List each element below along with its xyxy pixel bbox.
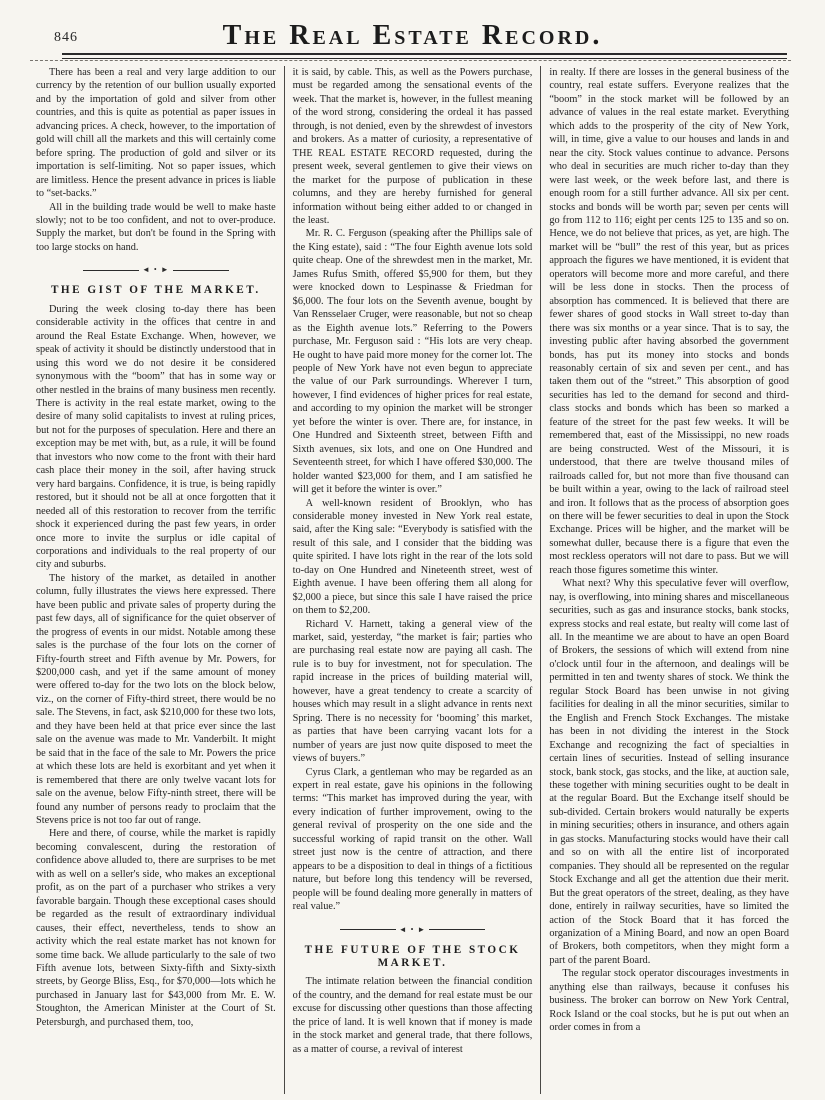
divider-line: [83, 270, 139, 271]
section-heading-gist-of-market: THE GIST OF THE MARKET.: [50, 284, 261, 297]
masthead-title: The Real Estate Record.: [222, 20, 603, 51]
divider-line: [173, 270, 229, 271]
divider-arrow-icon: ◄ • ►: [398, 924, 427, 934]
divider-line: [429, 929, 485, 930]
divider-ornament: [36, 263, 276, 277]
header-double-rule: [62, 53, 787, 59]
paragraph: All in the building trade would be well to make haste slowly; not to be too confident, and not to over-produce. Supply the market, but don't be found in the Spring with too large stocks on hand.: [36, 201, 276, 253]
paragraph: it is said, by cable. This, as well as the Powers purchase, must be regarded among the sensational events of the week. That the market is, however, in the fullest meaning of the word strong, considering the ordeal it has passed through, is not denied, even by the shrewdest of investors and brokers. As a matter of curiosity, a representative of THE REAL ESTATE RECORD requested, during the present week, several gentlemen to give their views on the market for the purpose of publication in these columns, and they are hereby furnished for general information without being either added to or changed in the least.: [292, 67, 533, 226]
paragraph: The history of the market, as detailed in another column, fully illustrates the views here expressed. There have been public and private sales of property during the past few days, all of significance for the quiet observer of the progress of events in our midst. Notable among these sales is the purchase of the four lots on the corner of Fifty-fourth street and Fifth avenue by Mr. Powers, for $200,000 cash, and yet if the same amount of money were offered to-day for the two lots on the block below, viz., on the corner of Fifty-third street, there would be no sale. The Stevens, in fact, ask $210,000 for these two lots, and they have been held at that price ever since the last sale on the avenue was made to Mr. Vanderbilt. It might be said that in the face of the sale to Mr. Powers the price at which these lots are held is exorbitant and yet when it is remembered that there are only twelve vacant lots for sale on the avenue, below Fifty-ninth street, there will be found any number of persons ready to proclaim that the Stevens price is not too far out of range.: [36, 572, 276, 827]
column-2: [284, 66, 541, 1094]
divider-arrow-icon: ◄ • ►: [142, 265, 170, 275]
paragraph: Cyrus Clark, a gentleman who may be regarded as an expert in real estate, gave his opinions in the following terms: “This market has improved during the year, with every indication of further improvement, owing to the general revival of prosperity on the one side and the successful working of rapid transit on the other. Wall street just now is the centre of attraction, and there appears to be a disposition to deal in things of a fictitious nature, but before long this tendency will be reversed, people will be found dealing more generally in matters of real value.”: [292, 766, 533, 913]
paragraph: in realty. If there are losses in the general business of the country, real estate suffers. Everyone realizes that the “boom” in the stock market will be followed by an advance of values in the real estate market. Everything which adds to the prosperity of the city of New York, will, in time, give a value to our houses and lands in and near the city. Stock values continue to advance. Persons who deal in securities are much richer to-day than they were last week, or the week before last, and there is enough room for a still further advance. All six per cent. stocks and bonds will be worth par; seven per cents will go from 112 to 116; eight per cents 125 to 135 and so on. Hence, we do not believe that prices, as yet, are high. The market will be “bull” the rest of this year, but as prices approach the figures we have mentioned, it is evident that operators will become more and more careful, and there will be less done in stocks. Then the process of absorption has commenced. It is believed that there are fewer shares of good stocks in Wall street to-day than there was six months or a year since. That is to say, the investing public after having absorbed the government bonds, has put its money into stocks and bonds reasonably certain of six and seven per cent., and has taken them out of the “street.” This absorption of good securities has led to the demand for second and third-class stocks and bonds which has been so marked a feature of the street for the past few weeks. It will be remembered that, east of the Mississippi, no new roads are being constructed. West of the Missouri, it is understood, that there are twelve thousand miles of railroads called for, but not more than five thousand can be built within a year, owing to the lack of railroad steel and iron. It follows that as the process of absorption goes on there will be fewer securities to deal in upon the Stock Exchange. Prices will be higher, and the market will be somewhat duller, because there is a figure that even the most reckless operators will not dare to pass. But we will reach those figures sometime this winter.: [549, 67, 790, 576]
paragraph: A well-known resident of Brooklyn, who has considerable money invested in New York real estate, said, after the King sale: “Everybody is satisfied with the result of this sale, and I consider that the bidding was quite spirited. I have lots right in the rear of the lots sold to-day on One Hundred and Nineteenth street, west of Eighth avenue. I have been offering them all along for $2,000 a piece, but since this sale I have raised the price on them to $2,200.: [292, 497, 533, 617]
paragraph: During the week closing to-day there has been considerable activity in the offices that centre in and around the Real Estate Exchange. When, however, we speak of activity it should be distinctly understood that in using this word we do not desire it be considered synonymous with the “boom” that has in some way or other nestled in the brains of many business men recently. There is activity in the real estate market, owing to the desire of many solid capitalists to invest at ruling prices, but not for the purposes of speculation. Here and there an exception may be met with, but, as a rule, it will be found that investors who now come to the front with their hard cash place their money in the soil, after having struck very hard bargains. Confidence, it is true, is being rapidly restored, but it should not be all at once forgotten that it needed all of this restoration to recover from the terrific shock it experienced during the past few years, in order once more to invite the surplus or idle capital of corporations and individuals to the real property of our city and suburbs.: [36, 303, 276, 571]
paragraph: The regular stock operator discourages investments in anything else than railways, because it confuses his business. The broker can borrow on New York Central, Rock Island or the coal stocks, but he is put out when an order comes in from a: [549, 968, 790, 1034]
paragraph: Here and there, of course, while the market is rapidly becoming convalescent, during the restoration of confidence above alluded to, there are surprises to be met with as well on a seller's side, who makes an exceptional profit, as on the part of a purchaser who strikes a very favorable bargain. Though these exceptional cases should be regarded as the result of extraordinary individual causes, their effect, nevertheless, tends to show an activity which the real estate market has not known for some time back. We allude particularly to the sale of two Fifth avenue lots, between Sixty-fifth and Sixty-sixth streets, by George Bliss, Esq., for $70,000—lots which he purchased in January last for $43,000 from Mr. E. W. Stoughton, the American Minister at the Court of St. Petersburgh, and purchased them, too,: [36, 828, 276, 1028]
column-3: [540, 66, 797, 1094]
page-number: 846: [54, 30, 78, 45]
paragraph: The intimate relation between the financial condition of the country, and the demand for real estate must be our excuse for discussing other questions than those affecting the price of land. It is well known that if money is made in the stock market and general trade, that there follows, as a matter of course, a revival of interest: [292, 976, 533, 1055]
header-thin-rule: [30, 60, 791, 61]
divider-line: [340, 929, 396, 930]
paragraph: Richard V. Harnett, taking a general view of the market, said, yesterday, “the market is fair; parties who are purchasing real estate now are paying all cash. The rule is to buy for investment, not for speculation. The rapid increase in the prices of building material will, however, have a great tendency to create a scarcity of houses which may result in a slight advance in rents next Spring. There is no necessity for ‘booming’ this market, as parties that have been carrying vacant lots for a number of years are just now quite disposed to meet the views of buyers.”: [292, 618, 533, 765]
paragraph: There has been a real and very large addition to our currency by the retention of our bullion usually exported and by the importation of gold and silver from other countries, and this is quite as potential as paper issues in advancing prices. A check, however, to the importation of gold will chill all the markets and this will certainly come before spring. The production of gold and silver or its importation is self-limiting. Not so paper issues, which are limitless. Hence the present advance in prices is liable to “set-backs.”: [36, 67, 276, 200]
column-1: [28, 66, 284, 1094]
section-heading-future-of-stock-market: THE FUTURE OF THE STOCK MARKET.: [304, 943, 521, 969]
paragraph: What next? Why this speculative fever will overflow, nay, is overflowing, into mining shares and miscellaneous securities, such as gas and insurance stocks, bank stocks, express stocks and real estate, but realty will come last of all. In the meantime we are about to have an open Board of Brokers, the sessions of which will extend from nine o'clock until four in the afternoon, and dealings will be permitted in ten and twenty shares of stock. We think the regular Stock Board has been unwise in not giving facilities for dealing in all the minor securities, similar to the English and French Stock Exchanges. The mistake has been in not dividing the interest in the Stock Exchange and recognizing the fact of specialties in certain lines of securities. Instead of selling insurance stock, bank stock, gas stocks, and the like, at auction sale, these together with mining securities ought to be dealt in at the regular Board. But the Exchange itself should be sub-divided. Certain brokers would naturally be experts in mining securities; others in insurance, and others again in gas stocks. Manufacturing stocks would have their call and so on with all the entire list of incorporated companies. They should all be represented on the regular Stock Exchange and all get the attention due their merit. But the great operators of the street, dealing, as they have done, entirely in railway securities, have so limited the action of the Stock Board that it has forced the organization of a Mining Board, and now an open Board of Brokers, both competitors, when they might form a part of the parent Board.: [549, 578, 790, 966]
divider-ornament: [293, 923, 533, 937]
page-header: [0, 0, 825, 64]
article-columns: [28, 66, 797, 1094]
paragraph: Mr. R. C. Ferguson (speaking after the Phillips sale of the King estate), said : “The four Eighth avenue lots sold quite cheap. One of the shrewdest men in the market, Mr. James Rufus Smith, offered $5,900 for them, but they were knocked down to Lespinasse & Friedman for $6,000. The four lots on the Seventh avenue, bought by Van Rensselaer Cruger, were reasonable, but not so cheap as the Eighth avenue lots.” Referring to the Powers purchase, Mr. Ferguson said : “His lots are very cheap. He ought to have paid more money for the corner lot. The people of New York have not even begun to appreciate the value of our Park surroundings. Wherever I turn, however, I find evidences of higher prices for real estate, and according to my opinion the market will be stronger yet before the winter is over. There are, for instance, in One Hundred and Sixteenth street, between Fifth and Sixth avenues, six lots, and one on One Hundred and Seventeenth street, for which I have offered $30,000. The holder wanted $23,000 for them, and I am satisfied he will get it before the winter is over.”: [292, 228, 533, 496]
